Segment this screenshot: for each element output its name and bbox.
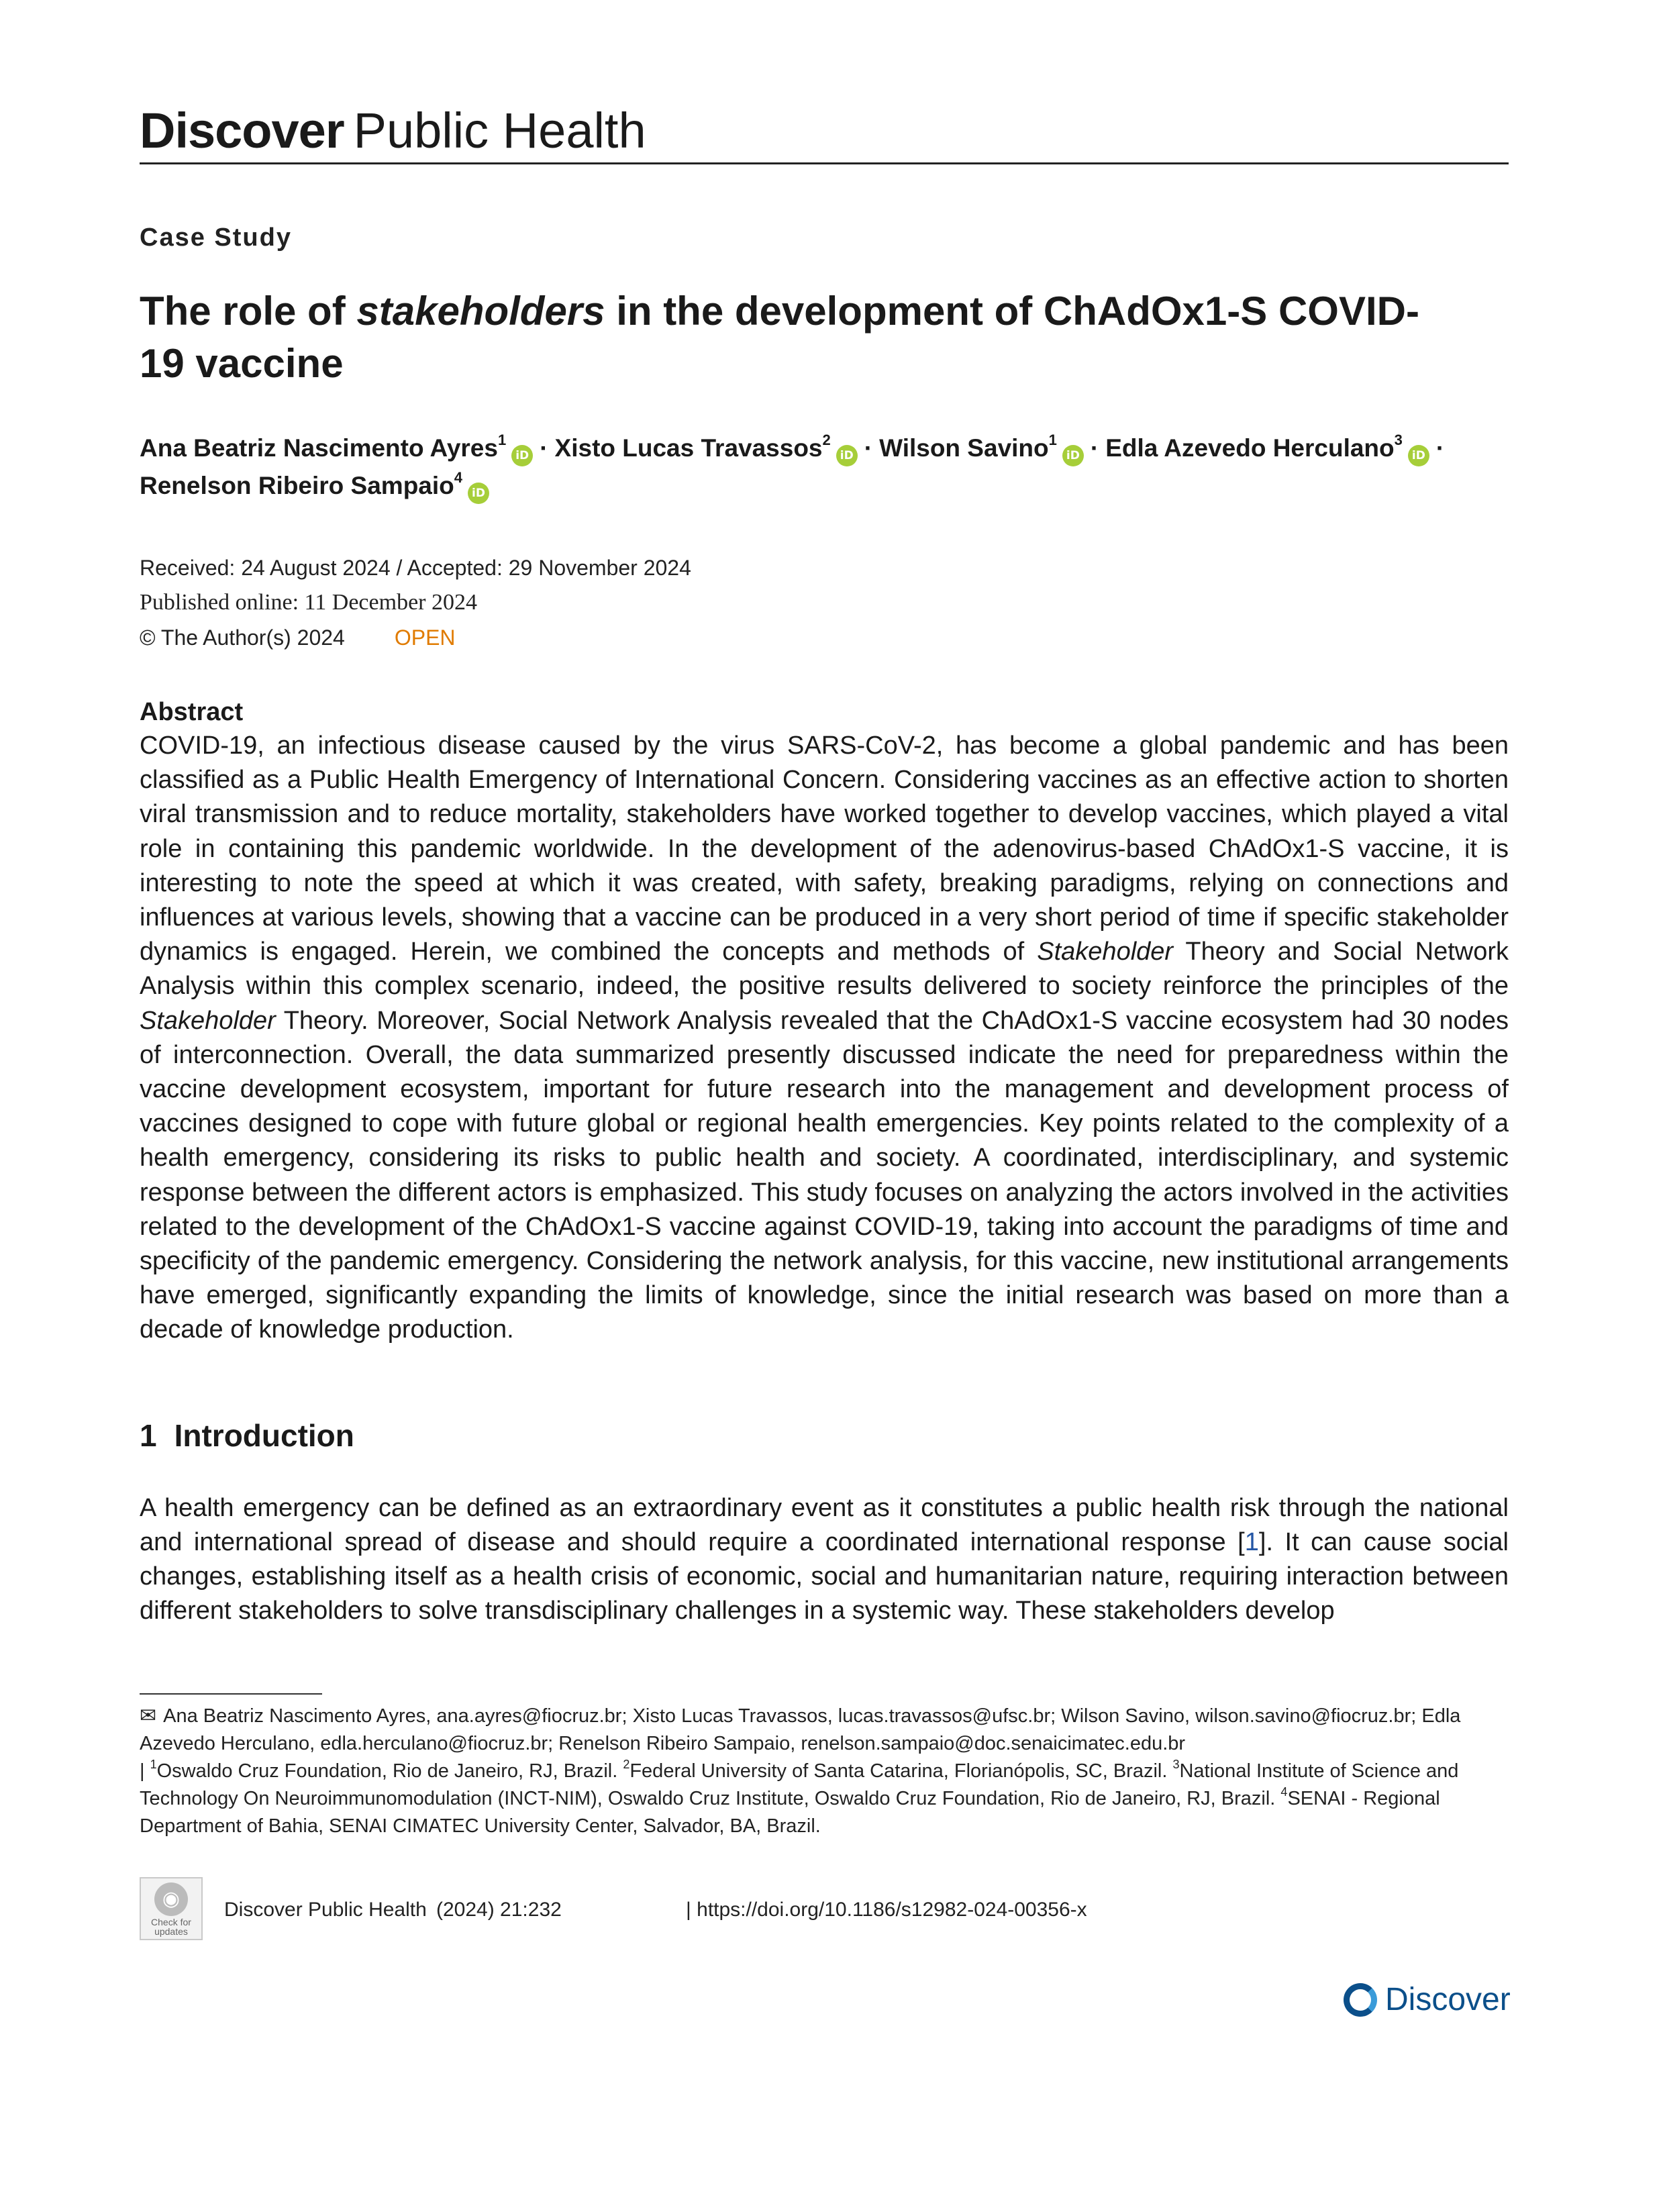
section-number: 1 bbox=[140, 1418, 157, 1453]
abstract-segment: COVID-19, an infectious disease caused by the virus SARS-CoV-2, has become a global pandemic and has been classified as a Public Health Emergency of International Concern. Considering vaccines as an effective action to shorten viral transmission and to reduce mortality, stakeholders have worked together to develop vaccines, which played a vital role in containing this pandemic worldwide. In the development of the adenovirus-based ChAdOx1-S vaccine, it is interesting to note the speed at which it was created, with safety, breaking paradigms, relying on connections and influences at various levels, showing that a vaccine can be produced in a very short period of time if specific stakeholder dynamics is engaged. Herein, we combined the concepts and methods of bbox=[140, 732, 1509, 966]
received-accepted: Received: 24 August 2024 / Accepted: 29 November 2024 bbox=[140, 556, 691, 580]
journal-title bbox=[140, 101, 646, 161]
discover-logo bbox=[1344, 1981, 1511, 2028]
header-divider bbox=[140, 162, 1509, 164]
footer-journal: Discover Public Health bbox=[224, 1899, 427, 1921]
introduction-text bbox=[140, 1491, 1509, 1628]
discover-logo-icon bbox=[1344, 1983, 1377, 2017]
orcid-icon[interactable]: iD bbox=[468, 483, 489, 504]
title-part-2: in the development of ChAdOx1-S COVID-19 vaccine bbox=[140, 289, 1419, 386]
citation-link[interactable]: 1 bbox=[1244, 1528, 1259, 1556]
abstract-segment: Theory and Social Network Analysis within this complex scenario, indeed, the positive results delivered to society reinforce the principles of the bbox=[140, 938, 1509, 1001]
aff-number: 4 bbox=[1280, 1785, 1288, 1799]
abstract-text bbox=[140, 729, 1509, 1348]
journal-brand: Discover bbox=[140, 103, 344, 158]
author-separator: · bbox=[1435, 434, 1445, 462]
abstract-heading: Abstract bbox=[140, 698, 244, 726]
intro-segment: A health emergency can be defined as an extraordinary event as it constitutes a public health risk through the national and international spread of disease and should require a coordinated international response [ bbox=[140, 1494, 1509, 1556]
footnote-divider bbox=[140, 1693, 322, 1695]
affiliation-marker: 2 bbox=[822, 431, 831, 448]
author bbox=[140, 431, 533, 462]
section-heading-introduction bbox=[140, 1417, 354, 1454]
copyright-line bbox=[140, 620, 691, 655]
affiliation-marker: 1 bbox=[497, 431, 507, 448]
author bbox=[140, 468, 489, 500]
envelope-icon: ✉ bbox=[140, 1705, 157, 1727]
author bbox=[879, 431, 1084, 462]
affiliation: Oswaldo Cruz Foundation, Rio de Janeiro, RJ, Brazil. bbox=[156, 1760, 618, 1782]
title-part-1: The role of bbox=[140, 289, 357, 334]
author-name: Renelson Ribeiro Sampaio bbox=[140, 472, 454, 499]
bookmark-icon: ◉ bbox=[154, 1882, 188, 1916]
intro-segment: ]. It can cause social changes, establishing itself as a health crisis of economic, social and humanitarian nature, requiring interaction between different stakeholders to solve transdisciplinary challenges in a systemic way. These stakeholders develop bbox=[140, 1528, 1509, 1625]
abstract-italic: Stakeholder bbox=[1037, 938, 1174, 966]
author-name: Xisto Lucas Travassos bbox=[554, 434, 823, 462]
affiliation: SENAI - Regional Department of Bahia, SENAI CIMATEC University Center, Salvador, BA, Brazil. bbox=[140, 1788, 1440, 1837]
orcid-icon[interactable]: iD bbox=[1408, 445, 1429, 466]
journal-subtitle: Public Health bbox=[353, 103, 646, 158]
affiliation-marker: 3 bbox=[1394, 431, 1403, 448]
badge-text: Check for bbox=[151, 1917, 191, 1927]
open-access-badge: OPEN bbox=[394, 625, 456, 650]
contacts bbox=[140, 1702, 1509, 1758]
discover-logo-text: Discover bbox=[1385, 1982, 1511, 2017]
affiliation-marker: 1 bbox=[1048, 431, 1057, 448]
author bbox=[1105, 431, 1429, 462]
abstract-segment: Theory. Moreover, Social Network Analysis revealed that the ChAdOx1-S vaccine ecosystem had 30 nodes of interconnection. Overall, the data summarized presently discussed indicate the need for preparedness within the vaccine development ecosystem, important for future research into the management and development process of vaccines designed to cope with future global or regional health emergencies. Key points related to the complexity of a health emergency, considering its risks to public health and society. A coordinated, interdisciplinary, and systemic response between the different actors is emphasized. This study focuses on analyzing the actors involved in the activities related to the development of the ChAdOx1-S vaccine against COVID-19, taking into account the paradigms of time and specificity of the pandemic emergency. Considering the network analysis, for this vaccine, new institutional arrangements have emerged, significantly expanding the limits of knowledge, since the initial research was based on more than a decade of knowledge production. bbox=[140, 1006, 1509, 1344]
orcid-icon[interactable]: iD bbox=[511, 445, 533, 466]
copyright: © The Author(s) 2024 bbox=[140, 625, 345, 650]
orcid-icon[interactable]: iD bbox=[836, 445, 858, 466]
author-separator: · bbox=[1090, 434, 1099, 462]
affiliations bbox=[140, 1758, 1509, 1840]
affiliation: Federal University of Santa Catarina, Florianópolis, SC, Brazil. bbox=[629, 1760, 1168, 1782]
abstract-italic: Stakeholder bbox=[140, 1006, 276, 1035]
contact-emails: Ana Beatriz Nascimento Ayres, ana.ayres@fiocruz.br; Xisto Lucas Travassos, lucas.travassos@ufsc.br; Wilson Savino, wilson.savino@fiocruz.br; Edla Azevedo Herculano, edla.herculano@fiocruz.br; Renelson Ribeiro Sampaio, renelson.sampaio@doc.senaicimatec.edu.br bbox=[140, 1705, 1461, 1754]
correspondence-footnote bbox=[140, 1702, 1509, 1840]
orcid-icon[interactable]: iD bbox=[1062, 445, 1084, 466]
affiliation-bar: | bbox=[140, 1760, 145, 1782]
aff-number: 2 bbox=[623, 1758, 630, 1772]
title-italic: stakeholders bbox=[356, 289, 605, 334]
article-title bbox=[140, 285, 1442, 390]
author-name: Ana Beatriz Nascimento Ayres bbox=[140, 434, 498, 462]
check-for-updates-badge[interactable] bbox=[140, 1877, 203, 1940]
footer-citation: (2024) 21:232 bbox=[436, 1899, 562, 1921]
article-type: Case Study bbox=[140, 223, 292, 252]
author-separator: · bbox=[864, 434, 873, 462]
footer-doi-link[interactable]: | https://doi.org/10.1186/s12982-024-00356-x bbox=[686, 1899, 1087, 1921]
badge-text: updates bbox=[154, 1926, 188, 1937]
aff-number: 3 bbox=[1172, 1758, 1180, 1772]
author-separator: · bbox=[540, 434, 548, 462]
affiliation-marker: 4 bbox=[454, 468, 463, 486]
affiliation: National Institute of Science and Technology On Neuroimmunomodulation (INCT-NIM), Oswaldo Cruz Institute, Oswaldo Cruz Foundation, Rio de Janeiro, RJ, Brazil. bbox=[140, 1760, 1459, 1809]
author-name: Edla Azevedo Herculano bbox=[1105, 434, 1395, 462]
author-name: Wilson Savino bbox=[879, 434, 1049, 462]
published-online: Published online: 11 December 2024 bbox=[140, 590, 477, 615]
aff-number: 1 bbox=[150, 1758, 157, 1772]
section-title: Introduction bbox=[174, 1418, 354, 1453]
author bbox=[554, 431, 858, 462]
author-list bbox=[140, 430, 1509, 505]
article-dates bbox=[140, 550, 691, 655]
